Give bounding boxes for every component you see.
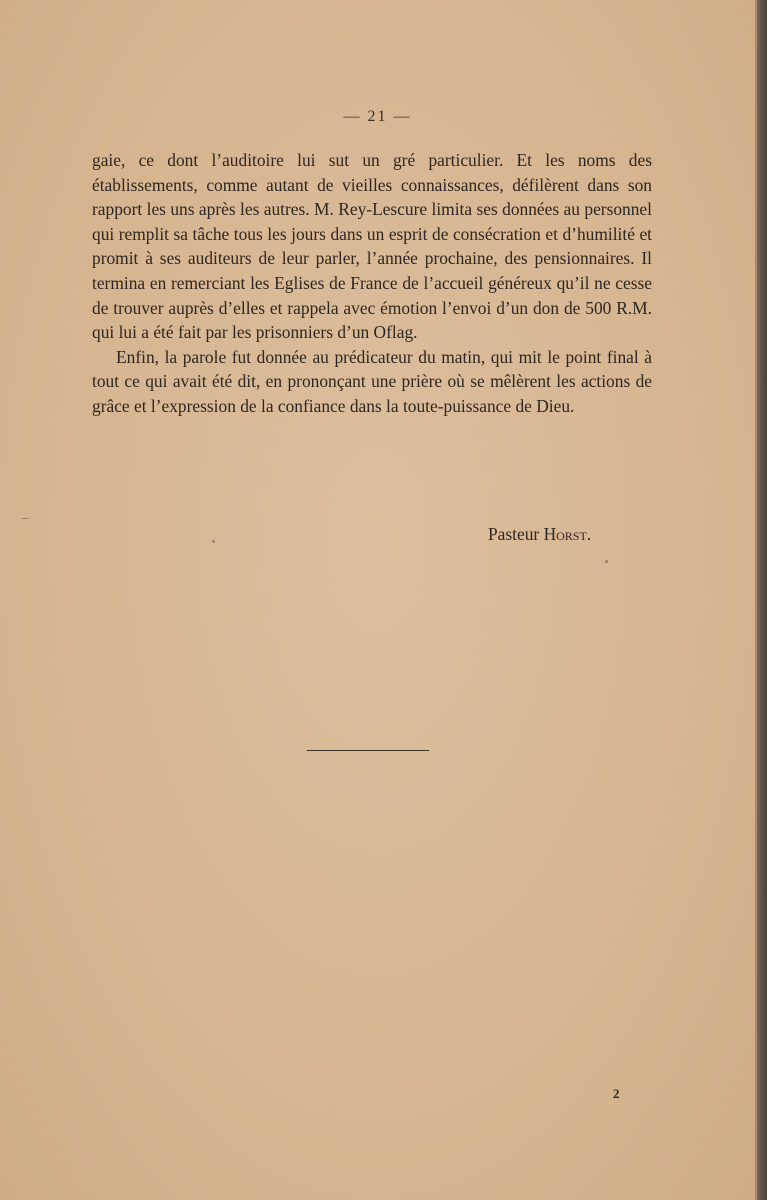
section-divider-rule bbox=[307, 750, 429, 751]
body-text bbox=[92, 148, 652, 419]
paragraph-1: gaie, ce dont l’auditoire lui sut un gré particulier. Et les noms des établissements, comme autant de vieilles connaissances, défilèrent dans son rapport les uns après les autres. M. Rey-Lescure limita ses données au personnel qui remplit sa tâche tous les jours dans un esprit de consécration et d’humilité et promit à ses auditeurs de leur parler, l’année prochaine, des pensionnaires. Il termina en remerciant les Eglises de France de l’accueil généreux qu’il ne cesse de trouver auprès d’elles et rappela avec émotion l’envoi d’un don de 500 R.M. qui lui a été fait par les prisonniers d’un Oflag. bbox=[92, 150, 652, 343]
page-edge bbox=[757, 0, 767, 1200]
signature bbox=[488, 522, 591, 546]
paragraph-2: Enfin, la parole fut donnée au prédicateur du matin, qui mit le point final à tout ce qui avait été dit, en prononçant une prière où se mêlèrent les actions de grâce et l’expression de la confiance dans la toute-puissance de Dieu. bbox=[92, 346, 652, 416]
paper-speck bbox=[212, 540, 215, 543]
signature-prefix: Pasteur bbox=[488, 524, 540, 544]
printer-signature-mark: 2 bbox=[613, 1086, 620, 1101]
page-number-header: — 21 — bbox=[343, 108, 412, 125]
signature-name: Horst. bbox=[543, 524, 592, 544]
paper-speck bbox=[22, 518, 28, 519]
paper-speck bbox=[605, 560, 608, 563]
